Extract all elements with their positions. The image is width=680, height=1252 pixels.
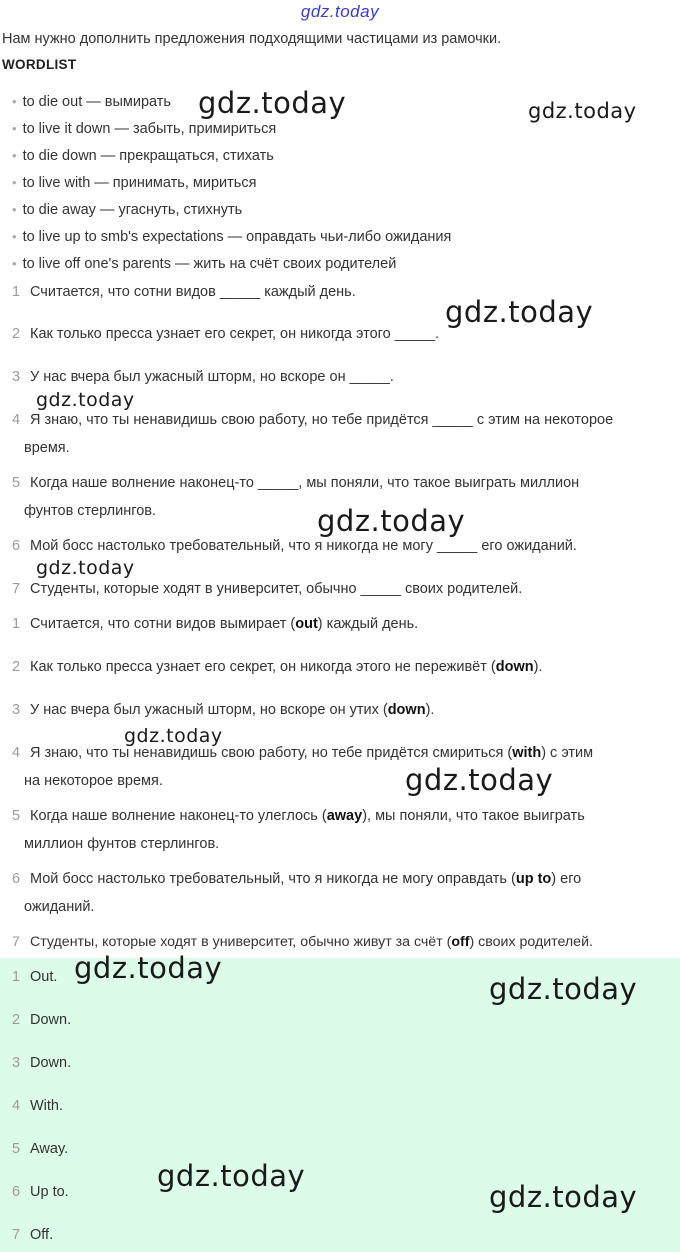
question-text: Мой босс настолько требовательный, что я никогда не могу _____ его ожиданий. xyxy=(30,538,577,554)
answer-number: 5 xyxy=(12,1141,21,1157)
solution-continuation: миллион фунтов стерлингов. xyxy=(24,836,220,852)
solution-item xyxy=(12,934,593,950)
solution-particle: with xyxy=(512,745,542,761)
solution-text: Я знаю, что ты ненавидишь свою работу, но тебе придётся смириться ( xyxy=(30,745,513,761)
answer-text: Off. xyxy=(30,1227,54,1243)
wordlist-item-text: to live with — принимать, мириться xyxy=(22,175,257,191)
solution-text: Как только пресса узнает его секрет, он никогда этого не переживёт ( xyxy=(30,659,496,675)
solution-number: 5 xyxy=(12,808,21,824)
wordlist-item-text: to die down — прекращаться, стихать xyxy=(22,148,274,164)
answer-item xyxy=(12,1098,63,1114)
answer-text: Up to. xyxy=(30,1184,69,1200)
question-text: Считается, что сотни видов _____ каждый день. xyxy=(30,284,356,300)
question-text: Я знаю, что ты ненавидишь свою работу, но тебе придётся _____ с этим на некоторое xyxy=(30,412,614,428)
answer-number: 7 xyxy=(12,1227,21,1243)
answer-number: 4 xyxy=(12,1098,21,1114)
solution-number: 2 xyxy=(12,659,21,675)
bullet-icon: • xyxy=(12,121,17,136)
watermark: gdz.today xyxy=(489,972,638,1006)
solution-item xyxy=(12,616,418,632)
question-item xyxy=(12,284,356,300)
question-item xyxy=(12,581,522,597)
answer-number: 3 xyxy=(12,1055,21,1071)
bullet-icon: • xyxy=(12,256,17,271)
watermark: gdz.today xyxy=(445,295,594,329)
watermark: gdz.today xyxy=(317,504,466,538)
question-number: 2 xyxy=(12,326,21,342)
answer-item xyxy=(12,969,57,985)
solution-particle: down xyxy=(495,659,534,675)
solution-text: Когда наше волнение наконец-то улеглось ( xyxy=(30,808,327,824)
solution-text-end: ) его xyxy=(551,871,582,887)
question-number: 5 xyxy=(12,475,21,491)
solution-text-end: ) с этим xyxy=(541,745,594,761)
solution-number: 6 xyxy=(12,871,21,887)
solution-item xyxy=(12,702,434,718)
answer-text: Down. xyxy=(30,1055,72,1071)
solution-particle: down xyxy=(387,702,426,718)
answer-item xyxy=(12,1012,71,1028)
wordlist-item-text: to die out — вымирать xyxy=(22,94,171,110)
answer-item xyxy=(12,1141,68,1157)
solution-number: 4 xyxy=(12,745,21,761)
answer-text: Out. xyxy=(30,969,58,985)
wordlist-item xyxy=(12,229,451,245)
watermark: gdz.today xyxy=(198,86,347,120)
watermark: gdz.today xyxy=(124,725,223,747)
question-number: 1 xyxy=(12,284,21,300)
wordlist-item xyxy=(12,202,242,218)
answer-item xyxy=(12,1055,71,1071)
solution-number: 7 xyxy=(12,934,20,950)
solution-particle: away xyxy=(326,808,363,824)
wordlist-heading: WORDLIST xyxy=(2,57,77,72)
answer-item xyxy=(12,1227,53,1243)
bullet-icon: • xyxy=(12,94,17,109)
solution-text: Мой босс настолько требовательный, что я никогда не могу оправдать ( xyxy=(30,871,516,887)
solution-text: Считается, что сотни видов вымирает ( xyxy=(30,616,296,632)
question-continuation: время. xyxy=(24,440,70,456)
solution-item xyxy=(12,871,581,887)
bullet-icon: • xyxy=(12,148,17,163)
watermark: gdz.today xyxy=(36,389,135,411)
watermark: gdz.today xyxy=(157,1159,306,1193)
solution-particle: up to xyxy=(515,871,552,887)
watermark: gdz.today xyxy=(36,557,135,579)
wordlist-item xyxy=(12,175,256,191)
question-number: 6 xyxy=(12,538,21,554)
wordlist-item-text: to live off one's parents — жить на счёт своих родителей xyxy=(22,256,397,272)
solution-item xyxy=(12,808,585,824)
watermark: gdz.today xyxy=(74,951,223,985)
solution-text-end: ) своих родителей. xyxy=(469,934,593,950)
wordlist-item xyxy=(12,94,171,110)
solution-item xyxy=(12,745,593,761)
question-text: Как только пресса узнает его секрет, он никогда этого _____. xyxy=(30,326,440,342)
answer-number: 2 xyxy=(12,1012,21,1028)
wordlist-item-text: to live up to smb's expectations — оправдать чьи-либо ожидания xyxy=(22,229,452,245)
solution-text-end: ), мы поняли, что такое выиграть xyxy=(362,808,585,824)
question-text: Студенты, которые ходят в университет, обычно _____ своих родителей. xyxy=(30,581,523,597)
wordlist-item-text: to live it down — забыть, примириться xyxy=(22,121,277,137)
solution-number: 3 xyxy=(12,702,21,718)
solution-text: У нас вчера был ужасный шторм, но вскоре он утих ( xyxy=(30,702,388,718)
question-text: Когда наше волнение наконец-то _____, мы поняли, что такое выиграть миллион xyxy=(30,475,580,491)
question-item xyxy=(12,475,579,491)
bullet-icon: • xyxy=(12,202,17,217)
question-item xyxy=(12,369,394,385)
watermark: gdz.today xyxy=(528,99,637,123)
solution-particle: out xyxy=(295,616,318,632)
solution-text: Студенты, которые ходят в университет, обычно живут за счёт ( xyxy=(30,934,452,950)
question-text: У нас вчера был ужасный шторм, но вскоре он _____. xyxy=(30,369,394,385)
answer-text: Away. xyxy=(30,1141,69,1157)
answer-number: 1 xyxy=(12,969,21,985)
task-instruction: Нам нужно дополнить предложения подходящими частицами из рамочки. xyxy=(2,31,502,47)
bullet-icon: • xyxy=(12,229,17,244)
question-number: 7 xyxy=(12,581,21,597)
question-number: 3 xyxy=(12,369,21,385)
solution-continuation: ожиданий. xyxy=(24,899,95,915)
solution-continuation: на некоторое время. xyxy=(24,773,163,789)
question-item xyxy=(12,412,613,428)
watermark: gdz.today xyxy=(489,1180,638,1214)
solution-text-end: ). xyxy=(425,702,435,718)
answer-text: With. xyxy=(30,1098,64,1114)
question-item xyxy=(12,538,577,554)
answer-text: Down. xyxy=(30,1012,72,1028)
watermark: gdz.today xyxy=(405,763,554,797)
answer-item xyxy=(12,1184,69,1200)
question-number: 4 xyxy=(12,412,21,428)
question-continuation: фунтов стерлингов. xyxy=(24,503,156,519)
bullet-icon: • xyxy=(12,175,17,190)
wordlist-item xyxy=(12,256,396,272)
answer-number: 6 xyxy=(12,1184,21,1200)
solution-text-end: ) каждый день. xyxy=(317,616,419,632)
solution-item xyxy=(12,659,542,675)
site-logo[interactable]: gdz.today xyxy=(300,2,380,21)
wordlist-item xyxy=(12,148,274,164)
solution-text-end: ). xyxy=(533,659,543,675)
solution-number: 1 xyxy=(12,616,21,632)
wordlist-item xyxy=(12,121,276,137)
question-item xyxy=(12,326,439,342)
wordlist-item-text: to die away — угаснуть, стихнуть xyxy=(22,202,243,218)
solution-particle: off xyxy=(451,934,470,950)
